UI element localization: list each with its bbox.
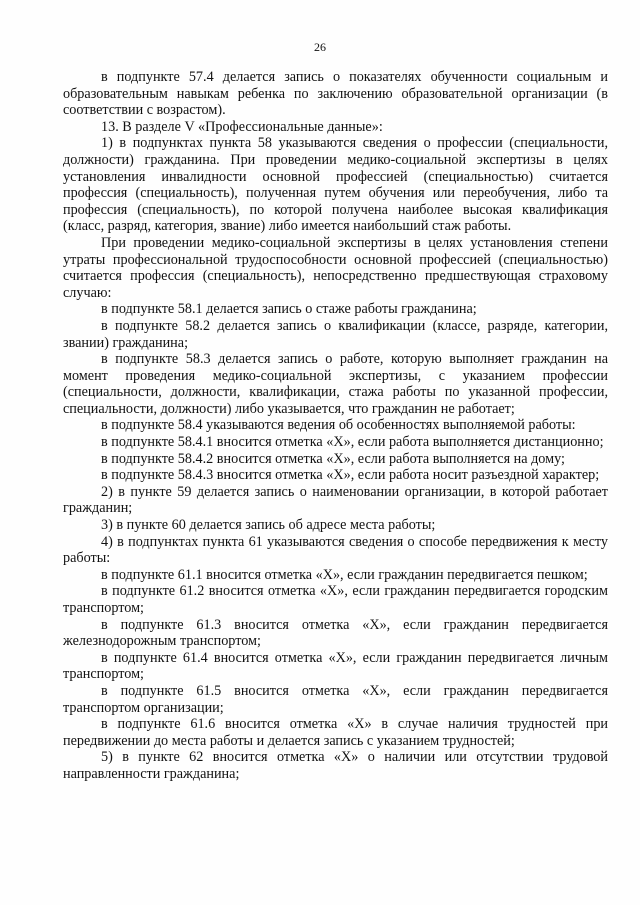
paragraph: в подпункте 61.5 вносится отметка «Х», если гражданин передвигается транспортом организации; [63,682,608,716]
document-body [63,69,608,783]
paragraph: в подпункте 58.1 делается запись о стаже работы гражданина; [101,301,477,318]
paragraph: в подпункте 57.4 делается запись о показателях обученности социальным и образовательным навыкам ребенка по заключению образовательной организации (в соответствии с возрастом). [63,69,608,119]
paragraph: в подпункте 61.6 вносится отметка «Х» в случае наличия трудностей при передвижении до места работы и делается запись с указанием трудностей; [63,716,608,749]
paragraph: в подпункте 58.4.3 вносится отметка «Х», если работа носит разъездной характер; [101,467,600,484]
paragraph: в подпункте 61.3 вносится отметка «Х», если гражданин передвигается железнодорожным транспортом; [63,616,608,650]
paragraph: в подпункте 58.4 указываются ведения об особенностях выполняемой работы: [101,417,576,434]
paragraph: в подпункте 58.3 делается запись о работе, которую выполняет гражданин на момент проведения медико-социальной экспертизы, с указанием профессии (специальности, должности, квалификации, стажа работы по указанной профессии, специальности, должности) либо указывается, что гражданин не работает; [63,351,608,417]
paragraph: При проведении медико-социальной экспертизы в целях установления степени утраты профессиональной трудоспособности основной профессией (специальностью) считается профессия (специальность), непосредственно предшествующая страховому случаю: [63,234,608,301]
paragraph: в подпункте 58.2 делается запись о квалификации (классе, разряде, категории, звании) гражданина; [63,317,608,351]
section-heading: 13. В разделе V «Профессиональные данные»: [101,118,383,135]
paragraph: 2) в пункте 59 делается запись о наименовании организации, в которой работает гражданин; [63,483,608,517]
page-number: 26 [314,40,326,54]
paragraph: в подпункте 58.4.2 вносится отметка «Х», если работа выполняется на дому; [101,450,565,467]
paragraph: 3) в пункте 60 делается запись об адресе места работы; [101,517,436,534]
paragraph: в подпункте 58.4.1 вносится отметка «Х», если работа выполняется дистанционно; [101,434,604,451]
paragraph: 4) в подпунктах пункта 61 указываются сведения о способе передвижения к месту работы: [63,533,608,567]
paragraph: в подпункте 61.1 вносится отметка «Х», если гражданин передвигается пешком; [101,566,588,583]
paragraph: 1) в подпунктах пункта 58 указываются сведения о профессии (специальности, должности) гражданина. При проведении медико-социальной экспертизы в целях установления инвалидности основной профессией (специальностью) считается профессия (специальность), полученная путем обучения или переобучения, либо та профессия (специальность), по которой получена наиболее высокая квалификация (класс, разряд, категория, звание) либо имеется наибольший стаж работы. [63,135,608,235]
paragraph: в подпункте 61.2 вносится отметка «Х», если гражданин передвигается городским транспортом; [63,583,608,616]
paragraph: в подпункте 61.4 вносится отметка «Х», если гражданин передвигается личным транспортом; [63,649,608,683]
paragraph: 5) в пункте 62 вносится отметка «Х» о наличии или отсутствии трудовой направленности гражданина; [63,749,608,782]
